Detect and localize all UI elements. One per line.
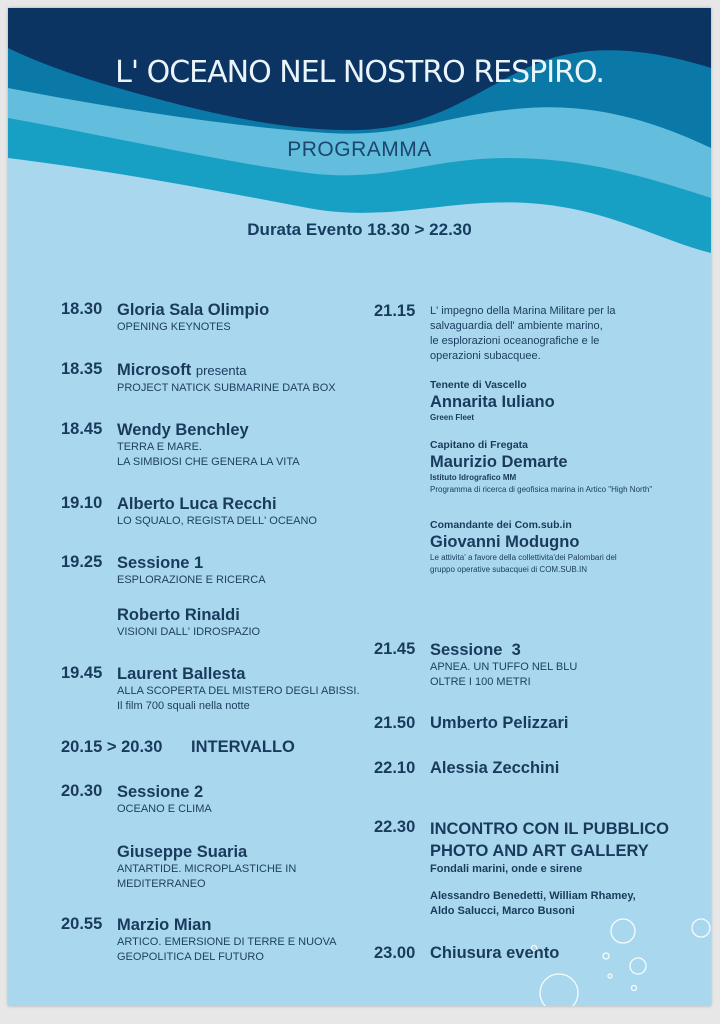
item-title: Marzio Mian: [117, 916, 212, 934]
item-subtitle: LO SQUALO, REGISTA DELL' OCEANO: [117, 515, 317, 527]
speaker-note: Programma di ricerca di geofisica marina in Artico "High North": [430, 485, 653, 494]
time-label: 21.45: [374, 640, 416, 658]
item-subtitle: OCEANO E CLIMA: [117, 803, 212, 815]
item-title: Roberto Rinaldi: [117, 606, 240, 624]
item-subtitle: OLTRE I 100 METRI: [430, 676, 531, 688]
time-label: 20.15 > 20.30: [61, 738, 163, 756]
item-description: salvaguardia dell' ambiente marino,: [430, 320, 603, 332]
poster: [8, 8, 711, 1006]
time-label: 23.00: [374, 944, 416, 962]
item-title: Sessione 3: [430, 641, 521, 659]
item-subtitle: APNEA. UN TUFFO NEL BLU: [430, 661, 578, 673]
time-label: 21.15: [374, 302, 416, 320]
speaker-affiliation: Green Fleet: [430, 413, 475, 422]
speaker-affiliation: Istituto Idrografico MM: [430, 473, 517, 482]
speaker-rank: Capitano di Fregata: [430, 439, 529, 451]
item-title: Umberto Pelizzari: [430, 714, 569, 732]
item-title: Alessia Zecchini: [430, 759, 560, 777]
item-subtitle: TERRA E MARE.: [117, 441, 202, 453]
speaker-note: gruppo operative subacquei di COM.SUB.IN: [430, 565, 587, 574]
item-title: PHOTO AND ART GALLERY: [430, 842, 649, 860]
time-label: 18.45: [61, 420, 103, 438]
item-title: Alberto Luca Recchi: [117, 495, 277, 513]
time-label: 20.55: [61, 915, 103, 933]
time-label: 19.10: [61, 494, 103, 512]
item-subtitle: LA SIMBIOSI CHE GENERA LA VITA: [117, 456, 300, 468]
time-label: 18.30: [61, 300, 103, 318]
time-label: 18.35: [61, 360, 103, 378]
speaker-name: Maurizio Demarte: [430, 453, 568, 471]
bubbles-decoration: [528, 908, 711, 1006]
time-label: 22.10: [374, 759, 416, 777]
time-label: 22.30: [374, 818, 416, 836]
artists-line: Alessandro Benedetti, William Rhamey,: [430, 890, 636, 902]
item-title: Wendy Benchley: [117, 421, 249, 439]
item-subtitle: ESPLORAZIONE E RICERCA: [117, 574, 266, 586]
artists-line: Aldo Salucci, Marco Busoni: [430, 905, 575, 917]
speaker-rank: Comandante dei Com.sub.in: [430, 519, 572, 531]
item-title: Sessione 1: [117, 554, 204, 572]
time-label: 21.50: [374, 714, 416, 732]
item-title: Chiusura evento: [430, 944, 560, 962]
item-subtitle: ANTARTIDE. MICROPLASTICHE IN: [117, 863, 297, 875]
item-subtitle: OPENING KEYNOTES: [117, 321, 231, 333]
item-subtitle: VISIONI DALL' IDROSPAZIO: [117, 626, 261, 638]
item-subtitle: Il film 700 squali nella notte: [117, 700, 250, 712]
item-title-suffix: presenta: [195, 363, 247, 378]
item-description: le esplorazioni oceanografiche e le: [430, 335, 600, 347]
item-title: Sessione 2: [117, 783, 204, 801]
item-tagline: Fondali marini, onde e sirene: [430, 863, 583, 875]
item-subtitle: ALLA SCOPERTA DEL MISTERO DEGLI ABISSI.: [117, 685, 360, 697]
item-title: INTERVALLO: [191, 738, 295, 756]
event-title: L' OCEANO NEL NOSTRO RESPIRO.: [115, 55, 604, 90]
item-title: Giuseppe Suaria: [117, 843, 248, 861]
time-label: 19.45: [61, 664, 103, 682]
event-duration: Durata Evento 18.30 > 22.30: [247, 220, 472, 239]
speaker-name: Annarita Iuliano: [430, 393, 555, 411]
item-subtitle: MEDITERRANEO: [117, 878, 206, 890]
program-heading: PROGRAMMA: [287, 138, 432, 161]
speaker-rank: Tenente di Vascello: [430, 379, 527, 391]
speaker-name: Giovanni Modugno: [430, 533, 580, 551]
item-title: Laurent Ballesta: [117, 665, 246, 683]
item-title: Gloria Sala Olimpio: [117, 301, 270, 319]
speaker-note: Le attivita' a favore della collettivita'dei Palombari del: [430, 553, 617, 562]
time-label: 19.25: [61, 553, 103, 571]
item-description: L' impegno della Marina Militare per la: [430, 305, 616, 317]
item-title: Microsoft: [117, 361, 192, 379]
item-subtitle: GEOPOLITICA DEL FUTURO: [117, 951, 264, 963]
item-subtitle: PROJECT NATICK SUBMARINE DATA BOX: [117, 382, 336, 394]
item-title: INCONTRO CON IL PUBBLICO: [430, 820, 669, 838]
item-description: operazioni subacquee.: [430, 350, 541, 362]
item-subtitle: ARTICO. EMERSIONE DI TERRE E NUOVA: [117, 936, 337, 948]
time-label: 20.30: [61, 782, 103, 800]
